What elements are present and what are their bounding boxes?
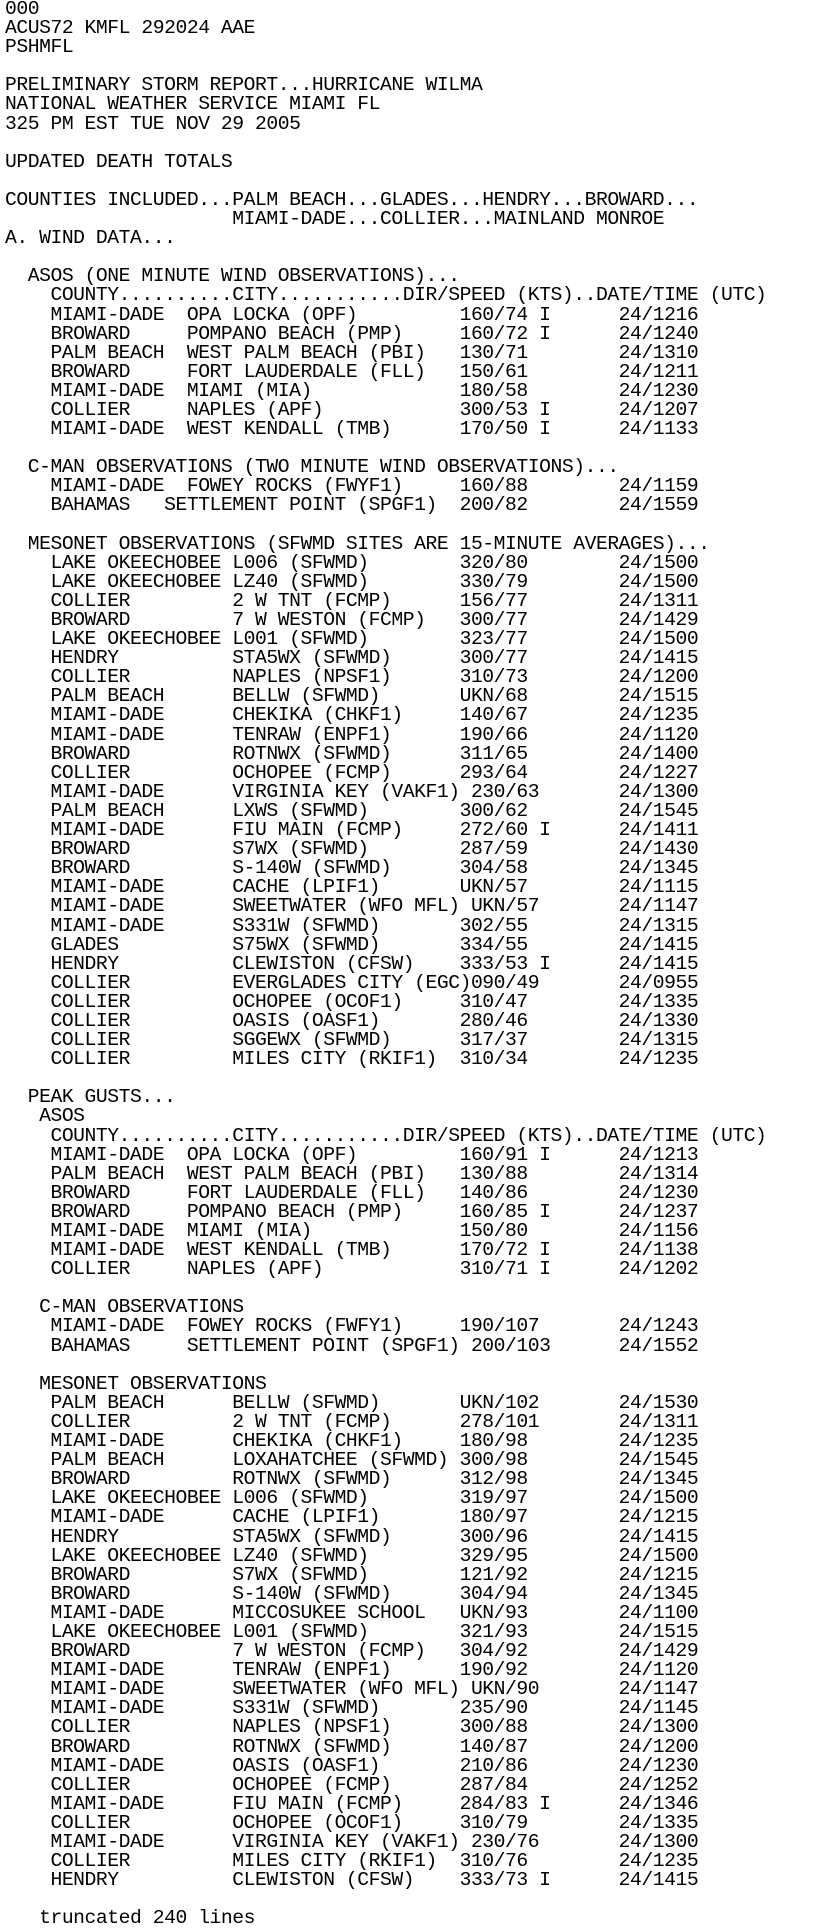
report-line: ACUS72 KMFL 292024 AAE — [5, 17, 256, 40]
report-line: MIAMI-DADE SWEETWATER (WFO MFL) UKN/57 24/1147 — [5, 895, 699, 918]
report-line: MIAMI-DADE TENRAW (ENPF1) 190/66 24/1120 — [5, 723, 699, 746]
report-line: MIAMI-DADE FIU MAIN (FCMP) 272/60 I 24/1411 — [5, 819, 699, 842]
report-line: COLLIER MILES CITY (RKIF1) 310/34 24/1235 — [5, 1048, 699, 1071]
report-line: HENDRY STA5WX (SFWMD) 300/77 24/1415 — [5, 647, 699, 670]
report-line: COLLIER OCHOPEE (FCMP) 287/84 24/1252 — [5, 1773, 699, 1796]
report-line: PALM BEACH WEST PALM BEACH (PBI) 130/71 24/1310 — [5, 341, 699, 364]
report-line: PEAK GUSTS... — [5, 1086, 176, 1109]
report-line: PALM BEACH LXWS (SFWMD) 300/62 24/1545 — [5, 799, 699, 822]
report-line: C-MAN OBSERVATIONS — [5, 1296, 244, 1319]
storm-report-text — [5, 0, 766, 1928]
report-line: BROWARD S7WX (SFWMD) 121/92 24/1215 — [5, 1563, 699, 1586]
report-line: NATIONAL WEATHER SERVICE MIAMI FL — [5, 93, 381, 116]
report-line: MIAMI-DADE SWEETWATER (WFO MFL) UKN/90 24/1147 — [5, 1678, 699, 1701]
report-line: MIAMI-DADE MIAMI (MIA) 150/80 24/1156 — [5, 1220, 699, 1242]
report-line: MIAMI-DADE TENRAW (ENPF1) 190/92 24/1120 — [5, 1659, 699, 1682]
report-line: HENDRY CLEWISTON (CFSW) 333/53 I 24/1415 — [5, 952, 699, 975]
report-line: MIAMI-DADE CHEKIKA (CHKF1) 180/98 24/1235 — [5, 1430, 699, 1453]
report-line: COLLIER MILES CITY (RKIF1) 310/76 24/1235 — [5, 1850, 699, 1873]
report-line: PALM BEACH BELLW (SFWMD) UKN/68 24/1515 — [5, 685, 699, 708]
blank-line — [5, 134, 766, 153]
report-line: MIAMI-DADE OPA LOCKA (OPF) 160/91 I 24/1213 — [5, 1143, 699, 1166]
report-line: COUNTIES INCLUDED...PALM BEACH...GLADES...HENDRY...BROWARD... — [5, 188, 699, 211]
report-line: MIAMI-DADE CHEKIKA (CHKF1) 140/67 24/1235 — [5, 704, 699, 727]
report-line: COLLIER 2 W TNT (FCMP) 156/77 24/1311 — [5, 589, 699, 612]
report-line: MIAMI-DADE VIRGINIA KEY (VAKF1) 230/63 24/1300 — [5, 780, 699, 803]
blank-line — [5, 516, 766, 535]
report-line: COLLIER NAPLES (NPSF1) 310/73 24/1200 — [5, 666, 699, 689]
report-line: COLLIER 2 W TNT (FCMP) 278/101 24/1311 — [5, 1410, 699, 1433]
report-line: COLLIER NAPLES (APF) 300/53 I 24/1207 — [5, 398, 699, 421]
report-line: UPDATED DEATH TOTALS — [5, 150, 233, 173]
report-line: MIAMI-DADE CACHE (LPIF1) 180/97 24/1215 — [5, 1506, 699, 1529]
report-line: MESONET OBSERVATIONS — [5, 1372, 267, 1395]
report-line: BROWARD POMPANO BEACH (PMP) 160/72 I 24/1240 — [5, 322, 699, 345]
report-line: MIAMI-DADE FOWEY ROCKS (FWFY1) 190/107 24/1243 — [5, 1315, 699, 1338]
report-line: truncated 240 lines — [5, 1907, 256, 1929]
report-line: BROWARD S7WX (SFWMD) 287/59 24/1430 — [5, 838, 699, 861]
report-line: LAKE OKEECHOBEE L001 (SFWMD) 323/77 24/1500 — [5, 628, 699, 651]
report-line: MIAMI-DADE MICCOSUKEE SCHOOL UKN/93 24/1100 — [5, 1601, 699, 1624]
report-line: MIAMI-DADE OPA LOCKA (OPF) 160/74 I 24/1216 — [5, 303, 699, 326]
report-line: ASOS (ONE MINUTE WIND OBSERVATIONS)... — [5, 265, 460, 288]
report-line: MIAMI-DADE OASIS (OASF1) 210/86 24/1230 — [5, 1754, 699, 1777]
report-line: PALM BEACH BELLW (SFWMD) UKN/102 24/1530 — [5, 1391, 699, 1414]
report-line: MIAMI-DADE MIAMI (MIA) 180/58 24/1230 — [5, 379, 699, 402]
report-line: PALM BEACH LOXAHATCHEE (SFWMD) 300/98 24/1545 — [5, 1449, 699, 1472]
report-line: COLLIER OCHOPEE (FCMP) 293/64 24/1227 — [5, 761, 699, 784]
report-line: COLLIER SGGEWX (SFWMD) 317/37 24/1315 — [5, 1029, 699, 1052]
report-line: 000 — [5, 0, 40, 20]
report-line: MESONET OBSERVATIONS (SFWMD SITES ARE 15-MINUTE AVERAGES)... — [5, 532, 710, 555]
report-line: COUNTY..........CITY...........DIR/SPEED (KTS)..DATE/TIME (UTC) — [5, 284, 767, 307]
report-line: BROWARD S-140W (SFWMD) 304/58 24/1345 — [5, 857, 699, 880]
report-line: 325 PM EST TUE NOV 29 2005 — [5, 112, 301, 135]
report-line: PSHMFL — [5, 36, 74, 59]
report-line: MIAMI-DADE FIU MAIN (FCMP) 284/83 I 24/1346 — [5, 1792, 699, 1815]
report-line: BROWARD POMPANO BEACH (PMP) 160/85 I 24/1237 — [5, 1200, 699, 1223]
report-line: HENDRY CLEWISTON (CFSW) 333/73 I 24/1415 — [5, 1869, 699, 1892]
report-line: COLLIER NAPLES (NPSF1) 300/88 24/1300 — [5, 1716, 699, 1739]
report-line: GLADES S75WX (SFWMD) 334/55 24/1415 — [5, 933, 699, 956]
report-line: BROWARD ROTNWX (SFWMD) 311/65 24/1400 — [5, 742, 699, 765]
report-line: BROWARD 7 W WESTON (FCMP) 300/77 24/1429 — [5, 609, 699, 631]
report-line: COLLIER NAPLES (APF) 310/71 I 24/1202 — [5, 1258, 699, 1281]
report-line: MIAMI-DADE WEST KENDALL (TMB) 170/50 I 24/1133 — [5, 418, 699, 441]
report-line: PALM BEACH WEST PALM BEACH (PBI) 130/88 24/1314 — [5, 1162, 699, 1185]
report-line: C-MAN OBSERVATIONS (TWO MINUTE WIND OBSERVATIONS)... — [5, 456, 619, 479]
report-line: MIAMI-DADE S331W (SFWMD) 235/90 24/1145 — [5, 1697, 699, 1720]
report-line: MIAMI-DADE S331W (SFWMD) 302/55 24/1315 — [5, 914, 699, 937]
report-line: MIAMI-DADE CACHE (LPIF1) UKN/57 24/1115 — [5, 876, 699, 899]
report-line: BROWARD ROTNWX (SFWMD) 312/98 24/1345 — [5, 1468, 699, 1491]
report-line: MIAMI-DADE WEST KENDALL (TMB) 170/72 I 24/1138 — [5, 1239, 699, 1262]
report-line: MIAMI-DADE VIRGINIA KEY (VAKF1) 230/76 24/1300 — [5, 1831, 699, 1853]
report-line: BAHAMAS SETTLEMENT POINT (SPGF1) 200/103 24/1552 — [5, 1334, 699, 1357]
blank-line — [5, 1356, 766, 1375]
report-line: LAKE OKEECHOBEE LZ40 (SFWMD) 329/95 24/1500 — [5, 1544, 699, 1567]
report-line: COUNTY..........CITY...........DIR/SPEED (KTS)..DATE/TIME (UTC) — [5, 1124, 767, 1147]
report-line: BROWARD 7 W WESTON (FCMP) 304/92 24/1429 — [5, 1640, 699, 1663]
report-line: BROWARD S-140W (SFWMD) 304/94 24/1345 — [5, 1582, 699, 1605]
report-line: BROWARD FORT LAUDERDALE (FLL) 150/61 24/1211 — [5, 360, 699, 383]
report-line: HENDRY STA5WX (SFWMD) 300/96 24/1415 — [5, 1525, 699, 1548]
report-line: COLLIER EVERGLADES CITY (EGC)090/49 24/0955 — [5, 971, 699, 994]
report-line: COLLIER OASIS (OASF1) 280/46 24/1330 — [5, 1009, 699, 1032]
report-line: A. WIND DATA... — [5, 227, 176, 250]
report-line: MIAMI-DADE FOWEY ROCKS (FWYF1) 160/88 24/1159 — [5, 475, 699, 498]
report-line: COLLIER OCHOPEE (OCOF1) 310/47 24/1335 — [5, 990, 699, 1013]
report-line: COLLIER OCHOPEE (OCOF1) 310/79 24/1335 — [5, 1811, 699, 1834]
report-line: LAKE OKEECHOBEE L001 (SFWMD) 321/93 24/1515 — [5, 1620, 699, 1643]
report-line: LAKE OKEECHOBEE LZ40 (SFWMD) 330/79 24/1500 — [5, 570, 699, 593]
report-line: BAHAMAS SETTLEMENT POINT (SPGF1) 200/82 24/1559 — [5, 494, 699, 517]
report-line: LAKE OKEECHOBEE L006 (SFWMD) 320/80 24/1500 — [5, 551, 699, 574]
report-line: BROWARD ROTNWX (SFWMD) 140/87 24/1200 — [5, 1735, 699, 1758]
report-line: MIAMI-DADE...COLLIER...MAINLAND MONROE — [5, 208, 665, 231]
report-line: ASOS — [5, 1105, 85, 1128]
report-line: BROWARD FORT LAUDERDALE (FLL) 140/86 24/1230 — [5, 1181, 699, 1204]
report-line: PRELIMINARY STORM REPORT...HURRICANE WILMA — [5, 74, 483, 97]
report-line: LAKE OKEECHOBEE L006 (SFWMD) 319/97 24/1500 — [5, 1487, 699, 1510]
